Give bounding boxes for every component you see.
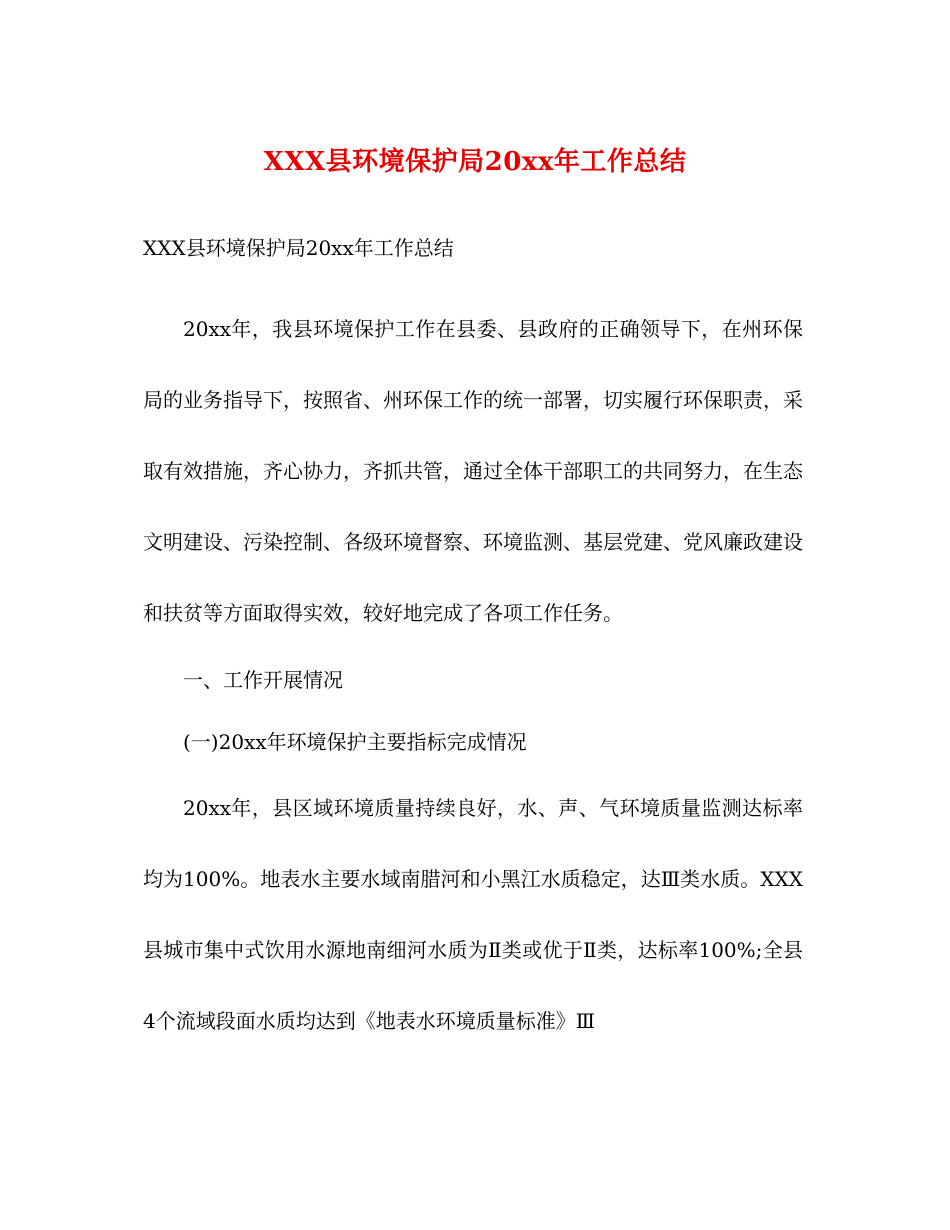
paragraph-indicators: 20xx年，县区域环境质量持续良好，水、声、气环境质量监测达标率均为100%。地表水主要水域南腊河和小黑江水质稳定，达Ⅲ类水质。XXX县城市集中式饮用水源地南细河水质为Ⅱ类或优于Ⅱ类，达标率100%;全县4个流域段面水质均达到《地表水环境质量标准》Ⅲ (143, 796, 803, 1033)
document-title: XXX县环境保护局20xx年工作总结 (263, 147, 687, 177)
document-subtitle: XXX县环境保护局20xx年工作总结 (143, 236, 454, 260)
document-body (143, 230, 803, 1057)
section-heading: 一、工作开展情况 (183, 668, 343, 692)
subsection-heading: (一)20xx年环境保护主要指标完成情况 (183, 730, 527, 754)
paragraph-intro: 20xx年，我县环境保护工作在县委、县政府的正确领导下，在州环保局的业务指导下，按照省、州环保工作的统一部署，切实履行环保职责，采取有效措施，齐心协力，齐抓共管，通过全体干部职工的共同努力，在生态文明建设、污染控制、各级环境督察、环境监测、基层党建、党风廉政建设和扶贫等方面取得实效，较好地完成了各项工作任务。 (143, 317, 803, 625)
